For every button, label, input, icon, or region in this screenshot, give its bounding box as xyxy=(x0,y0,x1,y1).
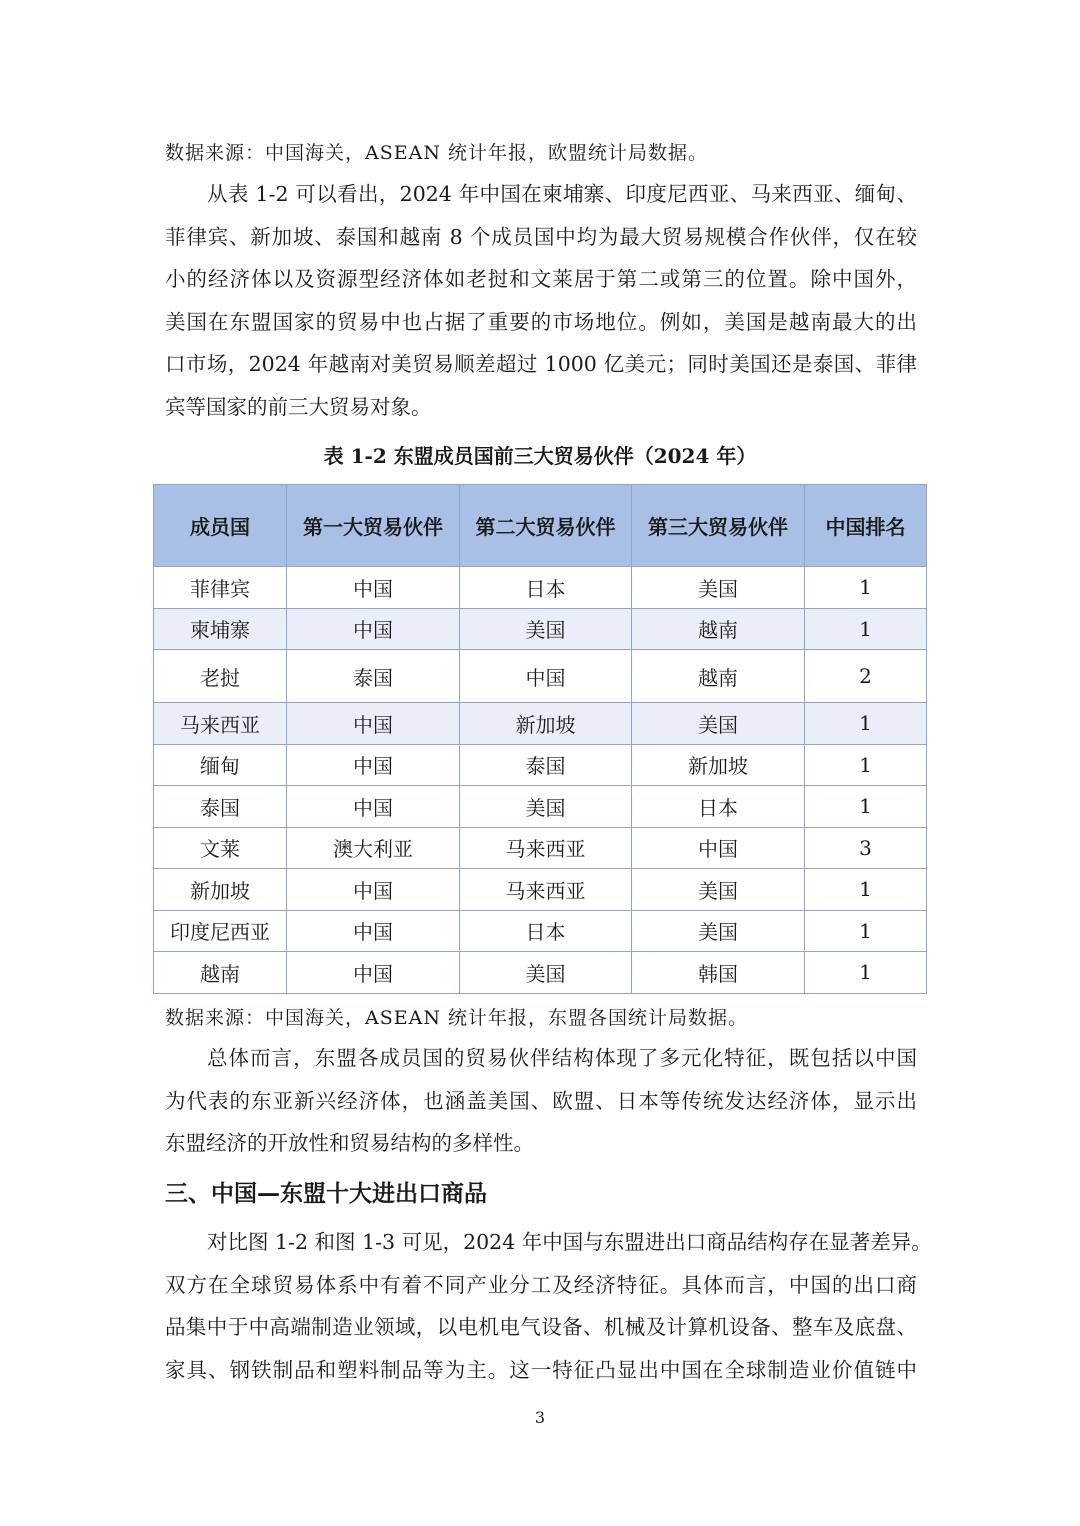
cell-third: 中国 xyxy=(632,827,805,869)
section-heading: 三、中国—东盟十大进出口商品 xyxy=(165,1181,487,1207)
cell-member: 文莱 xyxy=(154,827,287,869)
table-row xyxy=(154,910,927,952)
cell-member: 柬埔寨 xyxy=(154,608,287,650)
cell-first: 中国 xyxy=(287,910,460,952)
cell-member: 新加坡 xyxy=(154,869,287,911)
cell-rank: 1 xyxy=(805,869,927,911)
paragraph-1-line: 宾等国家的前三大贸易对象。 xyxy=(165,394,432,419)
cell-second: 中国 xyxy=(460,650,632,703)
paragraph-3-line: 品集中于中高端制造业领域，以电机电气设备、机械及计算机设备、整车及底盘、 xyxy=(165,1315,917,1339)
cell-third: 越南 xyxy=(632,608,805,650)
paragraph-2 xyxy=(165,1037,917,1165)
cell-second: 泰国 xyxy=(460,744,632,786)
paragraph-2-line: 东盟经济的开放性和贸易结构的多样性。 xyxy=(165,1131,534,1155)
paragraph-3-line: 对比图 1-2 和图 1-3 可见，2024 年中国与东盟进出口商品结构存在显著差异。 xyxy=(207,1230,932,1254)
table-row xyxy=(154,608,927,650)
trade-partner-table xyxy=(153,484,927,994)
header-member-state: 成员国 xyxy=(154,485,287,567)
cell-second: 美国 xyxy=(460,952,632,994)
source-note-bottom: 数据来源：中国海关，ASEAN 统计年报，东盟各国统计局数据。 xyxy=(165,1007,748,1029)
cell-member: 老挝 xyxy=(154,650,287,703)
cell-member: 印度尼西亚 xyxy=(154,910,287,952)
cell-first: 澳大利亚 xyxy=(287,827,460,869)
cell-second: 日本 xyxy=(460,910,632,952)
cell-first: 中国 xyxy=(287,952,460,994)
cell-first: 中国 xyxy=(287,608,460,650)
cell-second: 美国 xyxy=(460,608,632,650)
cell-second: 美国 xyxy=(460,786,632,828)
table-row xyxy=(154,650,927,703)
cell-rank: 1 xyxy=(805,952,927,994)
cell-rank: 1 xyxy=(805,703,927,745)
paragraph-3-line: 家具、钢铁制品和塑料制品等为主。这一特征凸显出中国在全球制造业价值链中 xyxy=(165,1357,917,1382)
cell-second: 马来西亚 xyxy=(460,869,632,911)
paragraph-3 xyxy=(165,1221,932,1391)
cell-second: 日本 xyxy=(460,567,632,609)
table-row xyxy=(154,869,927,911)
cell-rank: 1 xyxy=(805,786,927,828)
source-note-top: 数据来源：中国海关，ASEAN 统计年报，欧盟统计局数据。 xyxy=(165,142,708,164)
cell-member: 菲律宾 xyxy=(154,567,287,609)
header-first-partner: 第一大贸易伙伴 xyxy=(287,485,460,567)
paragraph-2-line: 总体而言，东盟各成员国的贸易伙伴结构体现了多元化特征，既包括以中国 xyxy=(207,1046,917,1070)
cell-first: 中国 xyxy=(287,744,460,786)
cell-third: 越南 xyxy=(632,650,805,703)
paragraph-1 xyxy=(165,173,917,428)
cell-second: 新加坡 xyxy=(460,703,632,745)
table-header-row xyxy=(154,485,927,567)
cell-member: 缅甸 xyxy=(154,744,287,786)
paragraph-1-line: 小的经济体以及资源型经济体如老挝和文莱居于第二或第三的位置。除中国外， xyxy=(165,267,917,291)
table-row xyxy=(154,703,927,745)
cell-third: 日本 xyxy=(632,786,805,828)
table-row xyxy=(154,952,927,994)
cell-first: 中国 xyxy=(287,869,460,911)
table-row xyxy=(154,744,927,786)
header-second-partner: 第二大贸易伙伴 xyxy=(460,485,632,567)
paragraph-1-line: 从表 1-2 可以看出，2024 年中国在柬埔寨、印度尼西亚、马来西亚、缅甸、 xyxy=(207,182,917,206)
cell-first: 中国 xyxy=(287,703,460,745)
header-china-rank: 中国排名 xyxy=(805,485,927,567)
cell-third: 美国 xyxy=(632,703,805,745)
paragraph-1-line: 菲律宾、新加坡、泰国和越南 8 个成员国中均为最大贸易规模合作伙伴，仅在较 xyxy=(165,224,917,249)
cell-third: 美国 xyxy=(632,567,805,609)
cell-first: 中国 xyxy=(287,567,460,609)
cell-third: 韩国 xyxy=(632,952,805,994)
cell-member: 越南 xyxy=(154,952,287,994)
page-number: 3 xyxy=(534,1408,546,1427)
cell-third: 美国 xyxy=(632,869,805,911)
header-third-partner: 第三大贸易伙伴 xyxy=(632,485,805,567)
cell-rank: 3 xyxy=(805,827,927,869)
table-row xyxy=(154,786,927,828)
cell-member: 马来西亚 xyxy=(154,703,287,745)
paragraph-2-line: 为代表的东亚新兴经济体，也涵盖美国、欧盟、日本等传统发达经济体，显示出 xyxy=(165,1088,917,1113)
cell-third: 美国 xyxy=(632,910,805,952)
cell-rank: 1 xyxy=(805,608,927,650)
cell-first: 泰国 xyxy=(287,650,460,703)
paragraph-1-line: 美国在东盟国家的贸易中也占据了重要的市场地位。例如，美国是越南最大的出 xyxy=(165,309,917,334)
cell-second: 马来西亚 xyxy=(460,827,632,869)
cell-first: 中国 xyxy=(287,786,460,828)
table-row xyxy=(154,567,927,609)
table-row xyxy=(154,827,927,869)
cell-third: 新加坡 xyxy=(632,744,805,786)
paragraph-1-line: 口市场，2024 年越南对美贸易顺差超过 1000 亿美元；同时美国还是泰国、菲律 xyxy=(165,352,917,376)
cell-rank: 1 xyxy=(805,744,927,786)
cell-rank: 1 xyxy=(805,567,927,609)
cell-rank: 2 xyxy=(805,650,927,703)
cell-rank: 1 xyxy=(805,910,927,952)
cell-member: 泰国 xyxy=(154,786,287,828)
table-caption: 表 1-2 东盟成员国前三大贸易伙伴（2024 年） xyxy=(323,444,757,468)
paragraph-3-line: 双方在全球贸易体系中有着不同产业分工及经济特征。具体而言，中国的出口商 xyxy=(165,1272,917,1297)
